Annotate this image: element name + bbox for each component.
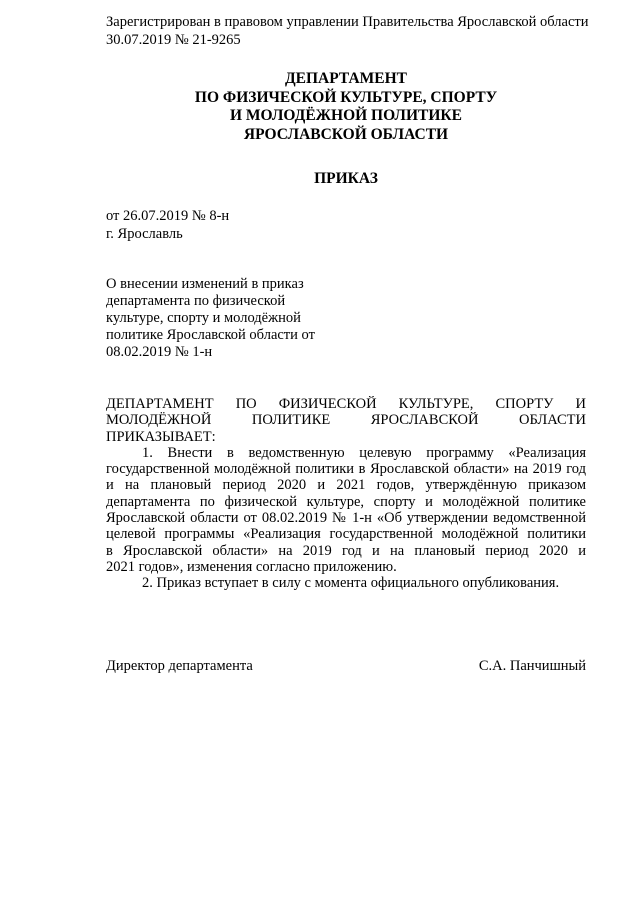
subject-line-4: политике Ярославской области от: [106, 327, 315, 343]
header-line-2: ПО ФИЗИЧЕСКОЙ КУЛЬТУРЕ, СПОРТУ: [194, 88, 498, 106]
order-date-number: от 26.07.2019 № 8-н: [106, 208, 230, 224]
item2-line: 2. Приказ вступает в силу с момента официального опубликования.: [142, 575, 560, 592]
subject-line-1: О внесении изменений в приказ: [106, 276, 304, 292]
department-header: [106, 70, 586, 144]
order-city: г. Ярославль: [106, 226, 183, 242]
subject-line-2: департамента по физической: [106, 293, 286, 309]
signatory-position: Директор департамента: [106, 658, 253, 674]
preamble-line-3: ПРИКАЗЫВАЕТ:: [106, 428, 216, 445]
header-line-4: ЯРОСЛАВСКОЙ ОБЛАСТИ: [243, 125, 449, 143]
item1-line-1: 1. Внести в ведомственную целевую программу «Реализация: [142, 444, 586, 461]
subject-line-3: культуре, спорту и молодёжной: [106, 310, 301, 326]
signatory-name: С.А. Панчишный: [478, 658, 586, 674]
header-line-3: И МОЛОДЁЖНОЙ ПОЛИТИКЕ: [230, 107, 462, 124]
registration-line-2: 30.07.2019 № 21-9265: [106, 32, 241, 48]
item1-line-3: и на плановый период 2020 и 2021 годов, утверждённую приказом: [106, 477, 586, 494]
registration-stamp: [106, 13, 626, 49]
order-body: [106, 396, 586, 592]
item1-line-6: целевой программы «Реализация государственной молодёжной политики: [106, 526, 586, 543]
preamble-line-1: ДЕПАРТАМЕНТ ПО ФИЗИЧЕСКОЙ КУЛЬТУРЕ, СПОРТУ И: [106, 396, 586, 412]
item1-line-2: государственной молодёжной политики в Ярославской области» на 2019 год: [106, 461, 586, 478]
item1-line-4: департамента по физической культуре, спорту и молодёжной политике: [106, 493, 586, 510]
preamble-line-2: МОЛОДЁЖНОЙ ПОЛИТИКЕ ЯРОСЛАВСКОЙ ОБЛАСТИ: [106, 412, 586, 429]
item1-line-5: Ярославской области от 08.02.2019 № 1-н «Об утверждении ведомственной: [106, 510, 586, 527]
order-title: ПРИКАЗ: [314, 170, 378, 187]
header-line-1: ДЕПАРТАМЕНТ: [284, 70, 408, 87]
item1-line-8: 2021 годов», изменения согласно приложению.: [106, 558, 397, 575]
registration-line-1: Зарегистрирован в правовом управлении Правительства Ярославской области: [106, 14, 589, 30]
item1-line-7: в Ярославской области» на 2019 год и на плановый период 2020 и: [106, 542, 586, 559]
subject-line-5: 08.02.2019 № 1-н: [106, 344, 213, 360]
order-subject: [106, 276, 346, 361]
order-meta: [106, 207, 229, 243]
